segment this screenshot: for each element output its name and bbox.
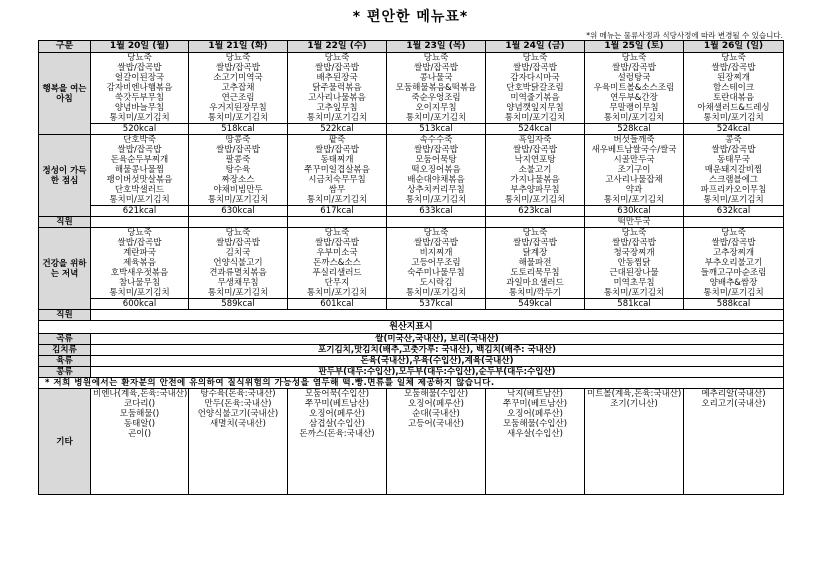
menu-item: 당뇨죽 xyxy=(522,53,548,63)
origin-value: 쌀(미국산,국내산), 보리(국내산) xyxy=(91,334,784,345)
menu-item: 당뇨죽 xyxy=(522,228,548,238)
breakfast-cell xyxy=(288,53,387,124)
menu-item: 닭계장 xyxy=(522,248,548,258)
menu-item: 참나물무침 xyxy=(118,278,161,288)
menu-item: 쌈무 xyxy=(328,185,346,195)
breakfast-cell xyxy=(387,53,486,124)
menu-item: 안동찜닭 xyxy=(617,258,651,268)
breakfast-label: 행복을 여는 아침 xyxy=(39,53,91,135)
menu-item: 무말랭이무침 xyxy=(609,103,659,113)
menu-item: 통치미/포기김치 xyxy=(109,195,170,205)
menu-item: 곤이() xyxy=(127,429,152,439)
origin-row xyxy=(39,334,784,345)
menu-item: 팽이버섯맛살볶음 xyxy=(106,175,173,185)
menu-item: 통치미/포기김치 xyxy=(703,113,764,123)
menu-item: 동태무국 xyxy=(717,155,750,165)
menu-item: 쭈꾸미일겹살볶음 xyxy=(304,165,370,175)
menu-item: 도토리묵무침 xyxy=(510,268,560,278)
origin-label: 콩류 xyxy=(39,367,91,378)
menu-item: 쭈꾸미(베트남산) xyxy=(502,399,568,409)
menu-item: 통치미/포기김치 xyxy=(207,113,269,123)
menu-item: 미트볼(계육,돈육:국내산) xyxy=(587,389,682,399)
menu-item: 통치미/포기김치 xyxy=(405,288,467,298)
origin-row xyxy=(39,356,784,367)
breakfast-cell xyxy=(91,53,189,124)
origin-value: 포기김치,맛김치(배추,고춧가루: 국내산), 백김치(배추: 국내산) xyxy=(91,345,784,356)
menu-item: 쌀밥/잡곡밥 xyxy=(315,238,359,248)
safety-warning: * 저희 병원에서는 환자분의 안전에 유의하여 질식위험의 가능성을 염두해 떡.빵.면류를 일체 제공하지 않습니다. xyxy=(39,378,784,389)
menu-item: 해물콩나물찜 xyxy=(114,165,165,175)
dinner-cell xyxy=(91,228,189,299)
breakfast-cell xyxy=(585,53,684,124)
kcal-value: 623kcal xyxy=(486,206,585,217)
menu-item: 쌀밥/잡곡밥 xyxy=(513,63,557,73)
origin-value: 돈육(국내산),우육(수입산),계육(국내산) xyxy=(91,356,784,367)
lunch-cell xyxy=(387,135,486,206)
menu-item: 당뇨죽 xyxy=(127,228,152,238)
menu-item: 고사리나물잡채 xyxy=(605,175,663,185)
staff-cell xyxy=(387,217,486,228)
menu-item: 버섯들깨죽 xyxy=(613,135,655,145)
menu-item: 고추장찌개 xyxy=(712,248,755,258)
dinner-cell xyxy=(387,228,486,299)
lunch-cell xyxy=(288,135,387,206)
menu-item: 메추리알(국내산) xyxy=(701,389,766,399)
menu-item: 얼갈이된장국 xyxy=(114,73,165,83)
menu-item: 만두(돈육:국내산) xyxy=(204,399,272,409)
staff-label: 직원 xyxy=(39,310,91,321)
menu-item: 통치미/포기김치 xyxy=(603,113,665,123)
origin-value: 판두부(대두:수입산),모두부(대두:수입산),순두부(대두:수입산) xyxy=(91,367,784,378)
menu-item: 스크램블에그 xyxy=(708,175,759,185)
menu-item: 통치미/포기김치 xyxy=(603,288,665,298)
kcal-value: 522kcal xyxy=(288,124,387,135)
lunch-row xyxy=(39,135,784,206)
dinner-label: 건강을 위하는 저녁 xyxy=(39,228,91,310)
menu-item: 통치미/포기김치 xyxy=(306,195,368,205)
lunch-label: 정성이 가득한 점심 xyxy=(39,135,91,217)
origin-label: 김치류 xyxy=(39,345,91,356)
menu-item: 쌀밥/잡곡밥 xyxy=(414,238,458,248)
extra-cell xyxy=(486,389,585,495)
kcal-value: 600kcal xyxy=(91,299,189,310)
menu-item: 쌀밥/잡곡밥 xyxy=(711,238,756,248)
menu-item: 연두부&간장 xyxy=(610,93,658,103)
menu-item: 돈육순두부찌개 xyxy=(110,155,169,165)
menu-item: 고추잎무침 xyxy=(316,103,358,113)
menu-item: 양배추&쌈장 xyxy=(709,278,758,288)
menu-item: 쌀밥/잡곡밥 xyxy=(315,145,359,155)
menu-item: 도시락김 xyxy=(419,278,453,288)
menu-item: 쌀밥/잡곡밥 xyxy=(117,63,162,73)
dinner-cell xyxy=(486,228,585,299)
menu-item: 미역초무침 xyxy=(613,278,655,288)
menu-item: 함스테이크 xyxy=(712,83,755,93)
menu-item: 근대된장나물 xyxy=(609,268,659,278)
staff-cell-empty xyxy=(91,310,784,321)
header-label: 구분 xyxy=(39,41,91,53)
dinner-cell xyxy=(189,228,288,299)
menu-item: 비엔나(계육,돈육:국내산) xyxy=(93,389,188,399)
page-title: * 편안한 메뉴표* xyxy=(352,9,469,25)
lunch-cell xyxy=(684,135,784,206)
menu-item: 새우베트남쌀국수/쌀국 xyxy=(591,145,677,155)
menu-item: 오징어(페루산) xyxy=(408,399,464,409)
menu-item: 시골만두국 xyxy=(613,155,655,165)
menu-item: 조기구이 xyxy=(617,165,651,175)
kcal-value: 621kcal xyxy=(91,206,189,217)
dinner-cell xyxy=(288,228,387,299)
menu-item: 당뇨죽 xyxy=(225,228,251,238)
menu-item: 언양식불고기(국내산) xyxy=(197,409,279,419)
menu-item: 통치미/포기김치 xyxy=(207,195,269,205)
menu-item: 통치미/포기김치 xyxy=(306,113,368,123)
menu-item: 당뇨죽 xyxy=(423,228,449,238)
menu-item: 감자비엔나햄볶음 xyxy=(106,83,173,93)
kcal-value: 537kcal xyxy=(387,299,486,310)
menu-item: 매운돼지갈비찜 xyxy=(704,165,763,175)
staff-cell xyxy=(486,217,585,228)
extra-cell xyxy=(288,389,387,495)
menu-item: 미역줄기볶음 xyxy=(510,93,560,103)
menu-item: 제육볶음 xyxy=(123,258,156,268)
breakfast-kcal-row xyxy=(39,124,784,135)
menu-item: 낙지(베트남산) xyxy=(507,389,563,399)
menu-item: 쌀밥/잡곡밥 xyxy=(216,63,260,73)
menu-item: 동태알() xyxy=(123,419,156,429)
menu-item: 해물파전 xyxy=(518,258,552,268)
menu-item: 삼겹살(수입산) xyxy=(309,419,365,429)
kcal-value: 589kcal xyxy=(189,299,288,310)
menu-item: 소불고기 xyxy=(518,165,552,175)
origin-label: 곡류 xyxy=(39,334,91,345)
menu-item: 속수수죽 xyxy=(419,135,453,145)
menu-item: 단무지 xyxy=(324,278,350,288)
menu-item: 파프리카오이무침 xyxy=(700,185,767,195)
extra-row xyxy=(39,389,784,495)
menu-item: 쌀밥/잡곡밥 xyxy=(315,63,359,73)
menu-item: 당뇨죽 xyxy=(127,53,152,63)
kcal-value: 518kcal xyxy=(189,124,288,135)
menu-item: 쌀밥/잡곡밥 xyxy=(216,238,260,248)
kcal-value: 630kcal xyxy=(585,206,684,217)
menu-item: 배추된장국 xyxy=(316,73,358,83)
menu-item: 당뇨죽 xyxy=(423,53,449,63)
menu-item: 당뇨죽 xyxy=(721,53,746,63)
header-row xyxy=(39,41,784,53)
menu-item: 땅콩죽 xyxy=(225,135,251,145)
menu-item: 양념깻잎지무침 xyxy=(506,103,564,113)
menu-item: 쌀밥/잡곡밥 xyxy=(414,63,458,73)
lunch-cell xyxy=(189,135,288,206)
menu-item: 모둠해물볶음&떡볶음 xyxy=(395,83,477,93)
menu-item: 모둠어묵(수입산) xyxy=(304,389,370,399)
menu-item: 흑임자죽 xyxy=(518,135,552,145)
menu-item: 쌀밥/잡곡밥 xyxy=(513,145,557,155)
menu-item: 들깨고구마순조림 xyxy=(700,268,767,278)
staff-cell: 떡만두국 xyxy=(585,217,684,228)
menu-item: 오징어(페루산) xyxy=(309,409,365,419)
menu-item: 우부미소국 xyxy=(316,248,358,258)
menu-item: 당뇨죽 xyxy=(621,228,647,238)
menu-item: 토란대볶음 xyxy=(712,93,755,103)
menu-item: 닭주물럭볶음 xyxy=(312,83,362,93)
menu-item: 팔콩죽 xyxy=(225,155,251,165)
dinner-cell xyxy=(585,228,684,299)
kcal-value: 617kcal xyxy=(288,206,387,217)
menu-item: 통치미/포기김치 xyxy=(109,288,170,298)
menu-item: 숙주미나물무침 xyxy=(407,268,465,278)
menu-item: 감자다시마국 xyxy=(510,73,560,83)
kcal-value: 524kcal xyxy=(486,124,585,135)
menu-item: 통치미/포기김치 xyxy=(504,113,566,123)
menu-item: 쌀밥/잡곡밥 xyxy=(513,238,557,248)
origin-row xyxy=(39,367,784,378)
menu-item: 순대(국내산) xyxy=(412,409,460,419)
breakfast-cell xyxy=(486,53,585,124)
menu-item: 모둠어묵탕 xyxy=(415,155,457,165)
menu-item: 쌀밥/잡곡밥 xyxy=(711,63,756,73)
menu-item: 된장찌개 xyxy=(717,73,750,83)
day-header: 1월 21일 (화) xyxy=(189,41,288,53)
extra-cell xyxy=(684,389,784,495)
menu-item: 당뇨죽 xyxy=(324,53,350,63)
menu-item: 탕수육(돈육:국내산) xyxy=(200,389,276,399)
menu-item: 과일마요샐러드 xyxy=(506,278,564,288)
extra-cell xyxy=(189,389,288,495)
staff-cell xyxy=(684,217,784,228)
menu-item: 돈까스(돈육:국내산) xyxy=(299,429,375,439)
kcal-value: 601kcal xyxy=(288,299,387,310)
warning-row xyxy=(39,378,784,389)
menu-item: 조기(기니산) xyxy=(610,399,658,409)
menu-item: 호박새우젓볶음 xyxy=(110,268,169,278)
menu-item: 모둠해물(수입산) xyxy=(403,389,469,399)
staff-row-2 xyxy=(39,310,784,321)
day-header: 1월 24일 (금) xyxy=(486,41,585,53)
menu-item: 낙지연포탕 xyxy=(514,155,556,165)
dinner-kcal-row xyxy=(39,299,784,310)
menu-item: 우거지된장무침 xyxy=(209,103,267,113)
kcal-value: 513kcal xyxy=(387,124,486,135)
menu-item: 우육미트볼&소스조림 xyxy=(593,83,675,93)
menu-item: 떡오징어볶음 xyxy=(411,165,461,175)
kcal-value: 633kcal xyxy=(387,206,486,217)
menu-item: 야채비빔만두 xyxy=(213,185,263,195)
menu-item: 단호박죽 xyxy=(123,135,156,145)
staff-cell xyxy=(91,217,189,228)
kcal-value: 524kcal xyxy=(684,124,784,135)
menu-item: 통치미/포기김치 xyxy=(207,288,269,298)
menu-item: 통치미/포기김치 xyxy=(703,195,764,205)
menu-item: 새멸치(국내산) xyxy=(210,419,266,429)
menu-item: 무생채무침 xyxy=(217,278,259,288)
menu-item: 아채샐러드&드레싱 xyxy=(697,103,770,113)
menu-item: 고사리나물볶음 xyxy=(308,93,366,103)
extra-cell xyxy=(387,389,486,495)
kcal-value: 588kcal xyxy=(684,299,784,310)
menu-item: 부추오리불고기 xyxy=(704,258,763,268)
extra-cell xyxy=(585,389,684,495)
menu-item: 쌀밥/잡곡밥 xyxy=(216,145,260,155)
menu-item: 배순대야채볶음 xyxy=(407,175,465,185)
menu-item: 약과 xyxy=(625,185,643,195)
menu-item: 쌀밥/잡곡밥 xyxy=(117,145,162,155)
staff-cell xyxy=(189,217,288,228)
menu-item: 시금치숙무무침 xyxy=(308,175,366,185)
menu-item: 오징어(페루산) xyxy=(507,409,563,419)
menu-item: 쌀밥/잡곡밥 xyxy=(414,145,458,155)
menu-item: 오이지무침 xyxy=(415,103,457,113)
menu-item: 새우살(수입산) xyxy=(507,429,563,439)
lunch-kcal-row xyxy=(39,206,784,217)
menu-item: 통치미/포기김치 xyxy=(306,288,368,298)
menu-item: 모둠해물() xyxy=(119,409,160,419)
menu-item: 당뇨죽 xyxy=(225,53,251,63)
menu-item: 쭈꾸미(베트남산) xyxy=(304,399,370,409)
staff-cell xyxy=(288,217,387,228)
menu-item: 단호박닭갈조림 xyxy=(506,83,564,93)
day-header: 1월 26일 (일) xyxy=(684,41,784,53)
staff-label: 직원 xyxy=(39,217,91,228)
origin-row xyxy=(39,345,784,356)
menu-item: 연근조림 xyxy=(221,93,255,103)
dinner-cell xyxy=(684,228,784,299)
menu-item: 소고기미역국 xyxy=(213,73,263,83)
menu-item: 고등어(국내산) xyxy=(408,419,464,429)
menu-item: 당뇨죽 xyxy=(324,228,350,238)
menu-item: 쑥갓두부무침 xyxy=(114,93,165,103)
menu-item: 푸실리샐러드 xyxy=(312,268,362,278)
menu-item: 청국장찌개 xyxy=(613,248,655,258)
menu-item: 모둠해물(수입산) xyxy=(502,419,568,429)
kcal-value: 520kcal xyxy=(91,124,189,135)
origin-label: 육류 xyxy=(39,356,91,367)
menu-item: 설렁탕국 xyxy=(617,73,651,83)
menu-item: 비지찌개 xyxy=(419,248,453,258)
menu-item: 당뇨죽 xyxy=(621,53,647,63)
menu-item: 돈까스&소스 xyxy=(313,258,361,268)
kcal-value: 549kcal xyxy=(486,299,585,310)
origin-title: 원산지표시 xyxy=(39,321,784,334)
lunch-cell xyxy=(486,135,585,206)
kcal-value: 528kcal xyxy=(585,124,684,135)
menu-item: 통치미/깍두기 xyxy=(508,288,562,298)
breakfast-cell xyxy=(189,53,288,124)
menu-item: 코다리() xyxy=(123,399,156,409)
menu-change-note: *위 메뉴는 물류사정과 식당사정에 따라 변경될 수 있습니다. xyxy=(586,31,783,40)
menu-item: 쌀밥/잡곡밥 xyxy=(612,238,656,248)
menu-item: 통치미/포기김치 xyxy=(603,195,665,205)
menu-item: 짜장소스 xyxy=(221,175,255,185)
day-header: 1월 20일 (월) xyxy=(91,41,189,53)
kcal-value: 581kcal xyxy=(585,299,684,310)
menu-item: 당뇨죽 xyxy=(721,228,746,238)
breakfast-row xyxy=(39,53,784,124)
menu-item: 콩나물국 xyxy=(419,73,453,83)
menu-item: 쌀밥/잡곡밥 xyxy=(711,145,756,155)
dinner-row xyxy=(39,228,784,299)
menu-item: 오리고기(국내산) xyxy=(701,399,766,409)
menu-item: 가지나물볶음 xyxy=(510,175,560,185)
origin-title-row xyxy=(39,321,784,334)
menu-item: 통치미/포기김치 xyxy=(109,113,170,123)
menu-item: 팥죽 xyxy=(328,135,346,145)
menu-item: 쌀밥/잡곡밥 xyxy=(612,63,656,73)
menu-item: 콩죽 xyxy=(725,135,742,145)
staff-row xyxy=(39,217,784,228)
menu-item: 통치미/포기김치 xyxy=(405,195,467,205)
menu-item: 상추치커리무침 xyxy=(407,185,465,195)
day-header: 1월 22일 (수) xyxy=(288,41,387,53)
menu-item: 통치미/포기김치 xyxy=(405,113,467,123)
kcal-value: 630kcal xyxy=(189,206,288,217)
menu-item: 탕수육 xyxy=(225,165,251,175)
menu-table xyxy=(38,40,784,495)
menu-item: 쌀밥/잡곡밥 xyxy=(117,238,162,248)
menu-item: 양념바늘무침 xyxy=(114,103,165,113)
extra-label: 기타 xyxy=(39,389,91,495)
menu-item: 견과류멸치볶음 xyxy=(209,268,267,278)
lunch-cell xyxy=(91,135,189,206)
kcal-value: 632kcal xyxy=(684,206,784,217)
menu-item: 부추양파무침 xyxy=(510,185,560,195)
menu-item: 고추잡채 xyxy=(221,83,255,93)
menu-item: 김치국 xyxy=(225,248,251,258)
menu-item: 통치미/포기김치 xyxy=(504,195,566,205)
menu-item: 고등어무조림 xyxy=(411,258,461,268)
menu-item: 언양식불고기 xyxy=(213,258,263,268)
day-header: 1월 25일 (토) xyxy=(585,41,684,53)
menu-item: 죽순우엉조림 xyxy=(411,93,461,103)
menu-item: 계란파국 xyxy=(123,248,156,258)
menu-item: 단호박샐러드 xyxy=(114,185,165,195)
menu-item: 통치미/포기김치 xyxy=(703,288,764,298)
menu-item: 동태찌개 xyxy=(320,155,354,165)
breakfast-cell xyxy=(684,53,784,124)
lunch-cell xyxy=(585,135,684,206)
day-header: 1월 23일 (목) xyxy=(387,41,486,53)
extra-cell xyxy=(91,389,189,495)
